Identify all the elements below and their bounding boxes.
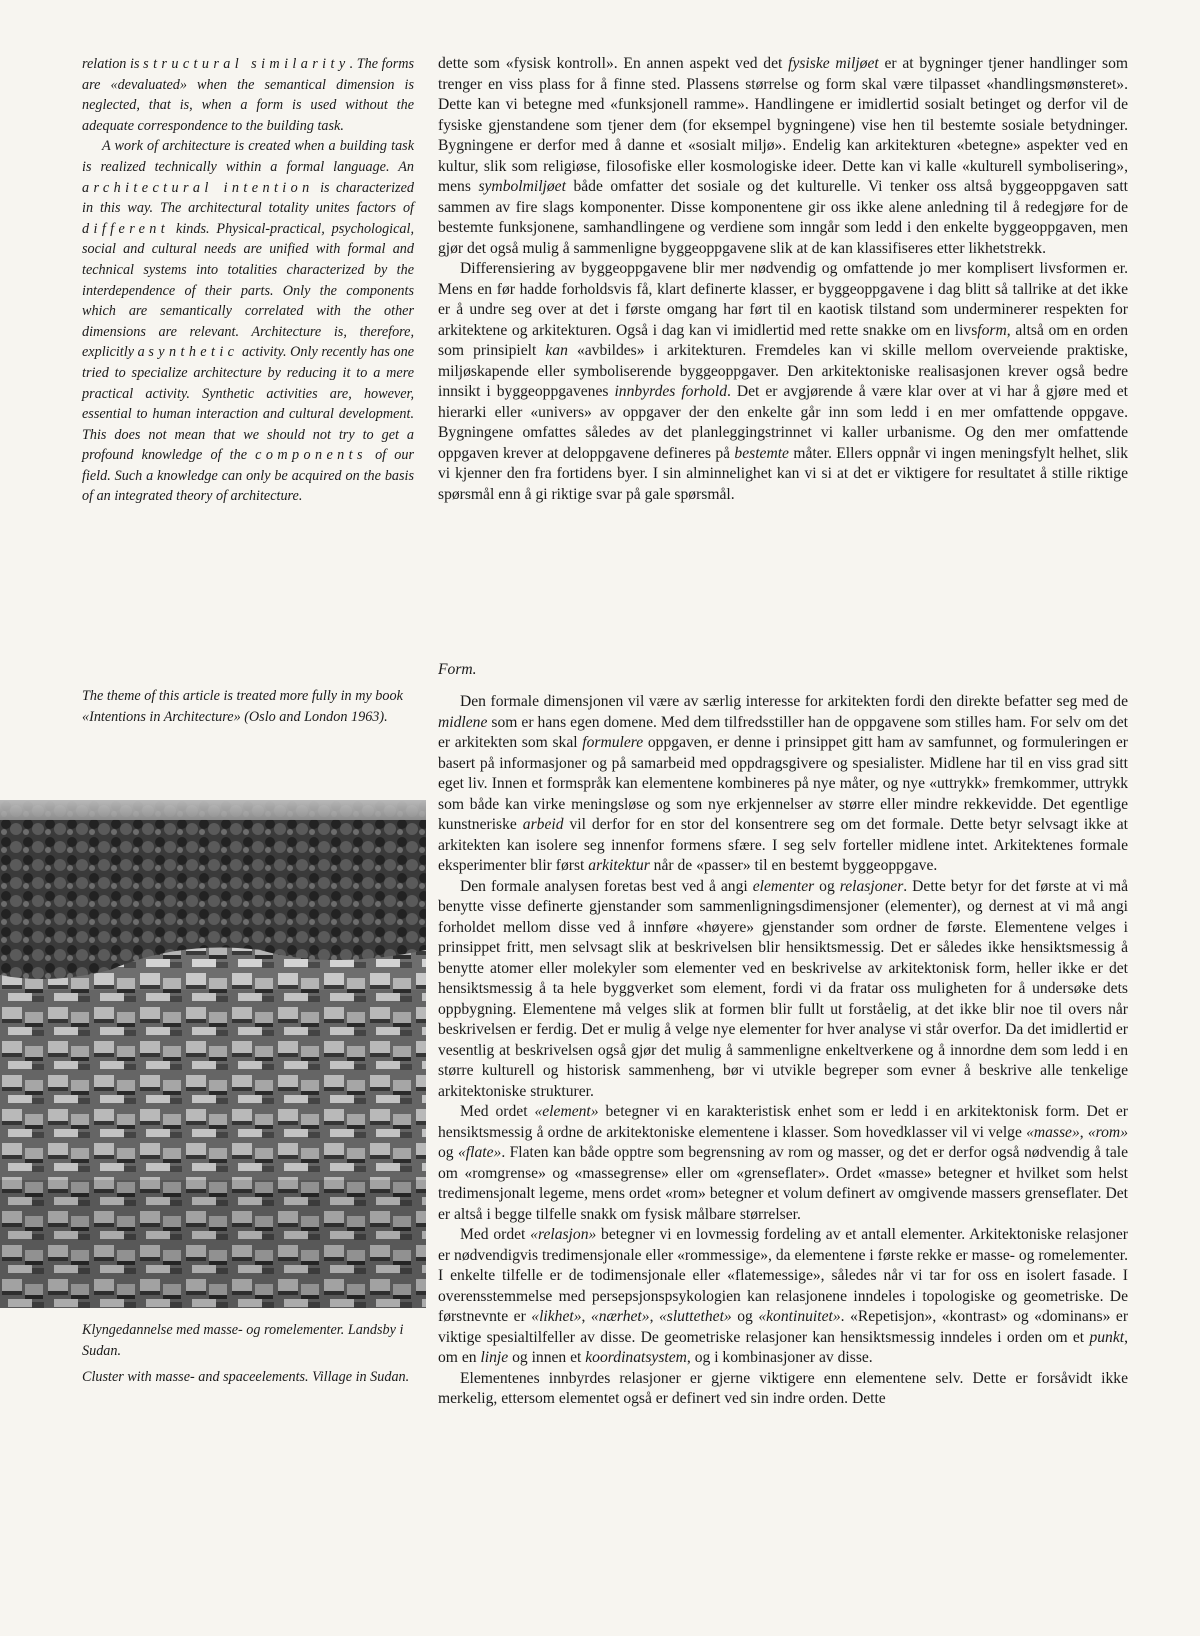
section-heading: Form. [438, 661, 477, 678]
summary-paragraph: A work of architecture is created when a building task is realized technically within a formal language. An architectural intention is characterized in this way. The architectural totality unites factors of different kinds. Physical-practical, psychological, social and cultural needs are unified with formal and technical systems into totalities characterized by the interdependence of their parts. Only the components which are semantically correlated with the other dimensions are relevant. Architecture is, therefore, explicitly a synthetic activity. Only recently has one tried to specialize architecture by reducing it to a mere practical activity. Synthetic activities are, however, essential to human interaction and cultural development. This does not mean that we should not try to get a profound knowledge of the components of our field. Such a knowledge can only be acquired on the basis of an integrated theory of architecture. [82, 138, 414, 505]
english-summary [82, 54, 414, 507]
body-paragraph: Med ordet «relasjon» betegner vi en lovmessig fordeling av et antall elementer. Arkitektoniske relasjoner er nødvendigvis tredimensjonale eller «rommessige», da elementene i første rekke er masse- og romelementer. I enkelte tilfelle er de todimensjonale eller «flatemessige», således når vi tar for oss en isolert fasade. I overensstemmelse med persepsjonspsykologien kan relasjonene inndeles i topologiske og geometriske. De førstnevnte er «likhet», «nærhet», «sluttethet» og «kontinuitet». «Repetisjon», «kontrast» og «dominans» er viktige spesialtilfeller av disse. De geometriske relasjoner kan hensiktsmessig inndeles i orden om et punkt, om en linje og innen et koordinatsystem, og i kombinasjoner av disse. [438, 1226, 1129, 1366]
norwegian-body-text [438, 54, 1128, 505]
aerial-village-photo [0, 800, 426, 1308]
body-paragraph: Elementenes innbyrdes relasjoner er gjerne viktigere enn elementene selv. Dette er forsåvidt ikke merkelig, ettersom elementet også er definert ved sin indre orden. Dette [438, 1369, 1128, 1407]
caption-english: Cluster with masse- and spaceelements. Village in Sudan. [82, 1369, 410, 1386]
body-paragraph: Den formale dimensjonen vil være av særlig interesse for arkitekten fordi den direkte befatter seg med de midlene som er hans egen domene. Med dem tilfredsstiller han de oppgavene som stilles ham. For selv om det er arkitekten som skal formulere oppgaven, er denne i prinsippet gitt ham av samfunnet, og formuleringen er basert på informasjoner og på samarbeid med oppdragsgivere og spesialister. Midlene har til en viss grad sitt eget liv. Innen et formspråk kan elementene kombineres på nye måter, og nye «uttrykk» fremkommer, uttrykk som både kan virke meningsløse og som nye erkjennelser av større eller mindre rekkevidde. Det egentlige kunstneriske arbeid vil derfor for en stor del konsentrere seg om det formale. Dette betyr selvsagt ikke at arkitekten kan isolere seg innenfor formens sfære. I seg selv forteller midlene intet. Arkitektenes formale eksperimenter blir først arkitektur når de «passer» til en bestemt byggeoppgave. [438, 693, 1128, 874]
summary-paragraph: relation is structural similarity. The forms are «devaluated» when the semantical dimension is neglected, that is, when a form is used without the adequate correspondence to the building task. [82, 56, 414, 134]
form-section-text [438, 692, 1128, 1410]
body-paragraph: Differensiering av byggeoppgavene blir mer nødvendig og omfattende jo mer komplisert livsformen er. Mens en før hadde forholdsvis få, klart definerte klasser, er byggeoppgavene i dag blitt så tallrike at det ikke er å undre seg over at det i første omgang har ført til en kaotisk tilstand som underminerer respekten for arkitektene og arkitekturen. Også i dag kan vi imidlertid med rette snakke om en livsform, altså om en orden som prinsipielt kan «avbildes» i arkitekturen. Fremdeles kan vi skille mellom overveiende praktiske, miljøskapende eller symboliserende byggeoppgaver. Den arkitektoniske realisasjonen krever også bedre innsikt i byggeoppgavenes innbyrdes forhold. Det er avgjørende å være klar over at vi har å gjøre med et hierarki eller «univers» av oppgaver der den enkelte går inn som ledd i en mer omfattende oppgave. Bygningene omfattes således av det planleggingstrinnet vi kaller urbanisme. Og den mer omfattende oppgaven krever at deloppgavene defineres på bestemte måter. Ellers oppnår vi ingen meningsfylt helhet, slik vi kjenner den fra fortidens byer. I sin alminnelighet kan vi si at det er viktigere for resultatet å stille riktige spørsmål enn å gi riktige svar på gale spørsmål. [438, 260, 1129, 503]
caption-norwegian: Klyngedannelse med masse- og romelementer. Landsby i Sudan. [82, 1322, 404, 1359]
body-paragraph: dette som «fysisk kontroll». En annen aspekt ved det fysiske miljøet er at bygninger tjener handlinger som trenger en viss plass for å finne sted. Plassens størrelse og form skal være tilpasset «handlingsmønsteret». Dette kan vi betegne med «funksjonell ramme». Handlingene er imidlertid sosialt betinget og derfor vil de fysiske gjenstandene som tjener dem (for eksempel bygningene) vise hen til bestemte sosiale betydninger. Bygningene er derfor med å danne et «sosialt miljø». Endelig kan arkitekturen «betegne» aspekter ved en kultur, slik som religiøse, filosofiske eller kosmologiske ideer. Dette kan vi kalle «kulturell symbolisering», mens symbolmiljøet både omfatter det sosiale og det kulturelle. Vi tenker oss altså byggeoppgaven satt sammen av fire slags komponenter. Disse komponentene gir oss ikke alene anledning til å redegjøre for de bestemte funksjonene, samhandlingene og verdiene som inngår som ledd i den enkelte byggeoppgaven, men gjør det også mulig å sammenligne byggeoppgavene slik at de kan klassifiseres etter likhetstrekk. [438, 55, 1128, 257]
book-reference-note: The theme of this article is treated more fully in my book «Intentions in Architecture» (Oslo and London 1963). [82, 688, 403, 725]
body-paragraph: Den formale analysen foretas best ved å angi elementer og relasjoner. Dette betyr for det første at vi må benytte visse definerte gjenstander som sammenligningsdimensjoner (elementer), og dernest at vi må angi forholdet mellom disse ved å innføre «høyere» gjenstander som ordner de første. Elementene velges i prinsippet fritt, men selvsagt slik at beskrivelsen blir hensiktsmessig. Det er således ikke hensiktsmessig å benytte atomer eller molekyler som elementer ved en beskrivelse av arkitektonisk form, heller ikke er det hensiktsmessig å ta hele byggverket som element, fordi vi da fratar oss muligheten for å undersøke dets oppbygning. Elementene må velges slik at formen blir fullt ut forståelig, at det ikke blir noe til overs når beskrivelsen er ferdig. Det er mulig å velge nye elementer for hver analyse vi står overfor. Da det imidlertid er vesentlig at beskrivelsen også gjør det mulig å sammenligne enkeltverkene og å innordne dem som ledd i en større kulturell og historisk sammenheng, bør vi utvikle begreper som evner å beskrive alle tenkelige arkitektoniske strukturer. [438, 877, 1129, 1100]
photo-caption [82, 1320, 414, 1394]
body-paragraph: Med ordet «element» betegner vi en karakteristisk enhet som er ledd i en arkitektonisk form. Det er hensiktsmessig å ordne de arkitektoniske elementene i klasser. Som hovedklasser vil vi velge «masse», «rom» og «flate». Flaten kan både opptre som begrensning av rom og masser, og det er derfor også nødvendig å tale om «romgrense» og «massegrense» eller om «grenseflater». Ordet «masse» betegner et hvilket som helst tredimensjonalt legeme, mens ordet «rom» betegner et volum definert av omgivende massers grenseflater. Det er altså i begge tilfelle snakk om fysisk målbare størrelser. [438, 1103, 1129, 1223]
